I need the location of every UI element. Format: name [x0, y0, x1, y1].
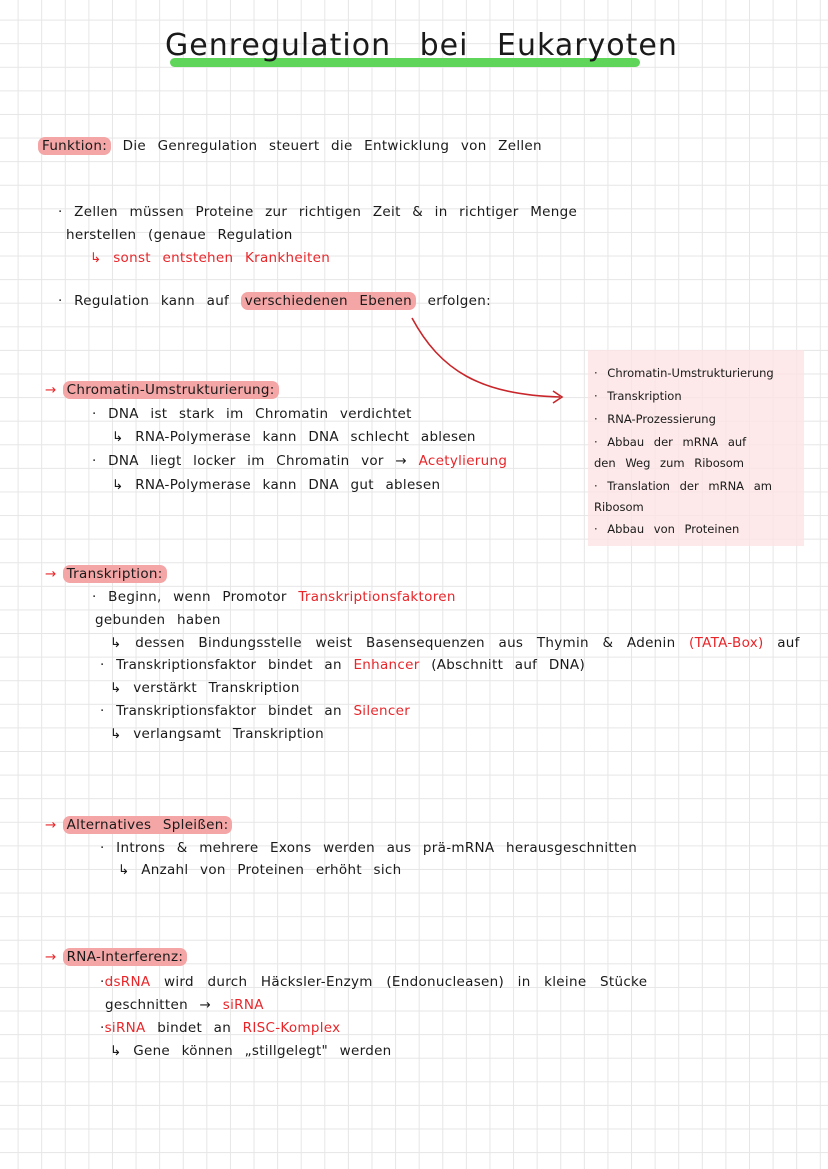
- level-item: den Weg zum Ribosom: [594, 456, 744, 470]
- heading-text: Transkription:: [63, 565, 167, 583]
- text: ↳ RNA-Polymerase kann DNA gut ablesen: [112, 477, 441, 493]
- text: ·: [100, 1020, 105, 1036]
- red-text: Transkriptionsfaktoren: [298, 589, 456, 605]
- text: · Introns & mehrere Exons werden aus prä-mRNA herausgeschnitten: [100, 840, 638, 856]
- level-item: · RNA-Prozessierung: [594, 412, 716, 426]
- text: · Transkriptionsfaktor bindet an: [100, 657, 342, 673]
- level-item: · Abbau der mRNA auf: [594, 435, 747, 449]
- text: (Abschnitt auf DNA): [431, 657, 586, 673]
- red-text: dsRNA: [104, 974, 151, 990]
- level-item: · Translation der mRNA am: [594, 479, 772, 493]
- red-text: Acetylierung: [418, 453, 508, 469]
- text: geschnitten →: [105, 997, 212, 1013]
- bullet-text: · Zellen müssen Proteine zur richtigen Zeit & in richtiger Menge: [58, 204, 578, 220]
- text: auf: [777, 635, 800, 651]
- section-heading-interferenz: [45, 949, 187, 965]
- text: · Regulation kann auf: [58, 293, 230, 309]
- heading-text: Chromatin-Umstrukturierung:: [63, 381, 279, 399]
- text: ↳ Gene können „stillgelegt" werden: [110, 1043, 392, 1059]
- red-text: (TATA-Box): [689, 635, 764, 651]
- level-item: · Transkription: [594, 389, 682, 403]
- text: wird durch Häcksler-Enzym (Endonucleasen) in kleine Stücke: [164, 974, 648, 990]
- section-heading-transkription: [45, 566, 167, 582]
- text: ↳ Anzahl von Proteinen erhöht sich: [118, 862, 402, 878]
- function-label: Funktion:: [38, 137, 111, 155]
- text-line: [100, 974, 647, 990]
- text-line: [92, 453, 507, 469]
- text-line: [100, 703, 410, 719]
- text: ↳ verstärkt Transkription: [110, 680, 300, 696]
- bullet-text: herstellen (genaue Regulation: [66, 227, 293, 243]
- heading-text: Alternatives Spleißen:: [63, 816, 233, 834]
- text: ↳ RNA-Polymerase kann DNA schlecht ablesen: [112, 429, 476, 445]
- red-text: RISC-Komplex: [242, 1020, 341, 1036]
- text: · Beginn, wenn Promotor: [92, 589, 287, 605]
- level-item: · Abbau von Proteinen: [594, 522, 740, 536]
- text: · Transkriptionsfaktor bindet an: [100, 703, 342, 719]
- text: bindet an: [157, 1020, 232, 1036]
- text: gebunden haben: [95, 612, 221, 628]
- text-line: [100, 1020, 340, 1036]
- arrow-right-icon: →: [45, 382, 57, 398]
- level-item: Ribosom: [594, 500, 644, 514]
- text: erfolgen:: [427, 293, 491, 309]
- section-heading-spleissen: [45, 817, 232, 833]
- red-text: siRNA: [104, 1020, 146, 1036]
- highlight-text: verschiedenen Ebenen: [241, 292, 416, 310]
- red-text: siRNA: [222, 997, 264, 1013]
- heading-text: RNA-Interferenz:: [63, 948, 188, 966]
- text-line: [105, 997, 264, 1013]
- arrow-right-icon: →: [45, 817, 57, 833]
- arrow-right-icon: →: [45, 949, 57, 965]
- text: ↳ dessen Bindungsstelle weist Basensequenzen aus Thymin & Adenin: [110, 635, 676, 651]
- arrow-right-icon: →: [45, 566, 57, 582]
- note-text: ↳ sonst entstehen Krankheiten: [90, 250, 331, 266]
- red-text: Enhancer: [353, 657, 420, 673]
- text-line: [92, 589, 456, 605]
- text-line: [100, 657, 585, 673]
- text: · DNA liegt locker im Chromatin vor →: [92, 453, 407, 469]
- section-heading-chromatin: [45, 382, 279, 398]
- text: ·: [100, 974, 105, 990]
- text: · DNA ist stark im Chromatin verdichtet: [92, 406, 412, 422]
- text: ↳ verlangsamt Transkription: [110, 726, 324, 742]
- function-text: Die Genregulation steuert die Entwicklung von Zellen: [122, 138, 542, 154]
- level-item: · Chromatin-Umstrukturierung: [594, 366, 774, 380]
- page-title: Genregulation bei Eukaryoten: [165, 28, 678, 63]
- text-line: [110, 635, 800, 651]
- red-text: Silencer: [353, 703, 411, 719]
